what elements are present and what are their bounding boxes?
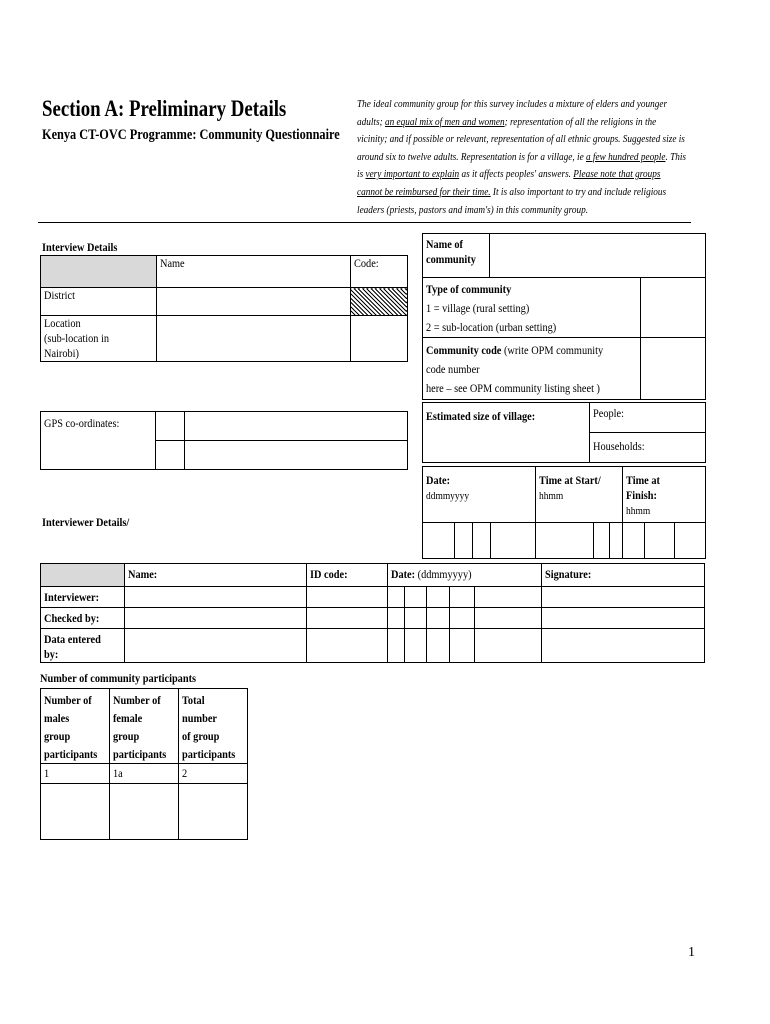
interviewer-id-field[interactable] [307, 587, 388, 608]
males-code: 1 [41, 764, 110, 784]
interview-details-heading: Interview Details [42, 240, 118, 254]
data-entered-date-field[interactable] [427, 629, 450, 663]
interviewer-row-label: Interviewer: [41, 587, 125, 608]
females-header: Number of female group participants [110, 689, 179, 764]
interviewer-table [40, 563, 705, 663]
community-name-field[interactable] [490, 234, 706, 278]
page-title: Section A: Preliminary Details [42, 96, 287, 121]
gps-lon-prefix[interactable] [156, 441, 185, 470]
village-size-label: Estimated size of village: [423, 403, 590, 463]
district-label: District [41, 288, 157, 316]
females-code: 1a [110, 764, 179, 784]
gps-lon-field[interactable] [185, 441, 408, 470]
households-field[interactable]: Households: [590, 433, 706, 463]
start-gap [609, 523, 622, 559]
gps-lat-field[interactable] [185, 412, 408, 441]
interviewer-date-field[interactable] [474, 587, 541, 608]
date-header: Date: ddmmyyyy [423, 467, 536, 523]
community-code-field[interactable] [641, 338, 706, 400]
interviewer-date-field[interactable] [427, 587, 450, 608]
date-day-field[interactable] [454, 523, 472, 559]
location-code-field[interactable] [350, 316, 407, 362]
interviewer-date-field[interactable] [404, 587, 427, 608]
gps-lat-prefix[interactable] [156, 412, 185, 441]
start-minute-field[interactable] [593, 523, 609, 559]
name-header: Name [156, 256, 350, 288]
interviewer-signature-field[interactable] [541, 587, 704, 608]
instruction-note: The ideal community group for this survey includes a mixture of elders and younger adults; an equal mix of men and women; representation of all the religions in the vicinity; and if possible or relevant, representation of all ethnic groups. Suggested size is around six to twelve adults. Representation is for a village, ie a few hundred people. This is very important to explain as it affects peoples' answers. Please note that groups cannot be reimbursed for their time. It is also important to try and include religious leaders (priests, pastors and imam's) in this community group. [357, 99, 687, 216]
datetime-table [422, 466, 706, 559]
interviewer-date-field[interactable] [450, 587, 475, 608]
code-header: Code: [350, 256, 407, 288]
checked-by-signature-field[interactable] [541, 608, 704, 629]
checked-by-date-field[interactable] [404, 608, 427, 629]
data-entered-date-field[interactable] [474, 629, 541, 663]
participants-table [40, 688, 248, 840]
data-entered-name-field[interactable] [125, 629, 307, 663]
start-time-header: Time at Start/ hhmm [536, 467, 623, 523]
people-field[interactable]: People: [590, 403, 706, 433]
data-entered-date-field[interactable] [450, 629, 475, 663]
district-code-field [350, 288, 407, 316]
data-entered-date-field[interactable] [388, 629, 405, 663]
finish-minute-field[interactable] [644, 523, 675, 559]
finish-hour-field[interactable] [622, 523, 644, 559]
checked-by-date-field[interactable] [388, 608, 405, 629]
checked-by-name-field[interactable] [125, 608, 307, 629]
finish-time-header: Time at Finish: hhmm [622, 467, 705, 523]
village-size-table [422, 402, 706, 463]
community-type-label: Type of community 1 = village (rural setting) 2 = sub-location (urban setting) [423, 278, 641, 338]
id-col-header: ID code: [307, 564, 388, 587]
page-subtitle: Kenya CT-OVC Programme: Community Questionnaire [42, 127, 340, 143]
community-name-label: Name of community [423, 234, 490, 278]
interview-details-table [40, 255, 408, 362]
females-count-field[interactable] [110, 784, 179, 840]
total-count-field[interactable] [179, 784, 248, 840]
location-name-field[interactable] [156, 316, 350, 362]
data-entered-row-label: Data entered by: [41, 629, 125, 663]
gps-table [40, 411, 408, 470]
header-rule [38, 222, 691, 223]
checked-by-date-field[interactable] [450, 608, 475, 629]
checked-by-row-label: Checked by: [41, 608, 125, 629]
date-month-field[interactable] [472, 523, 490, 559]
interviewer-corner [41, 564, 125, 587]
community-table [422, 233, 706, 400]
page-number: 1 [688, 945, 695, 960]
community-code-label: Community code (write OPM community code number here – see OPM community listing sheet ) [423, 338, 641, 400]
interviewer-name-field[interactable] [125, 587, 307, 608]
checked-by-date-field[interactable] [427, 608, 450, 629]
location-label: Location (sub-location in Nairobi) [41, 316, 157, 362]
community-type-field[interactable] [641, 278, 706, 338]
signature-col-header: Signature: [541, 564, 704, 587]
district-name-field[interactable] [156, 288, 350, 316]
data-entered-signature-field[interactable] [541, 629, 704, 663]
name-col-header: Name: [125, 564, 307, 587]
gps-label: GPS co-ordinates: [41, 412, 156, 470]
corner-cell [41, 256, 157, 288]
checked-by-id-field[interactable] [307, 608, 388, 629]
data-entered-id-field[interactable] [307, 629, 388, 663]
finish-minute-field[interactable] [675, 523, 706, 559]
males-header: Number of males group participants [41, 689, 110, 764]
participants-heading: Number of community participants [40, 671, 197, 685]
data-entered-date-field[interactable] [404, 629, 427, 663]
date-day-field[interactable] [423, 523, 455, 559]
date-year-field[interactable] [491, 523, 536, 559]
checked-by-date-field[interactable] [474, 608, 541, 629]
interviewer-details-heading: Interviewer Details/ [42, 515, 130, 529]
interviewer-date-field[interactable] [388, 587, 405, 608]
males-count-field[interactable] [41, 784, 110, 840]
total-code: 2 [179, 764, 248, 784]
total-header: Total number of group participants [179, 689, 248, 764]
date-col-header: Date: (ddmmyyyy) [388, 564, 542, 587]
start-hour-field[interactable] [536, 523, 594, 559]
